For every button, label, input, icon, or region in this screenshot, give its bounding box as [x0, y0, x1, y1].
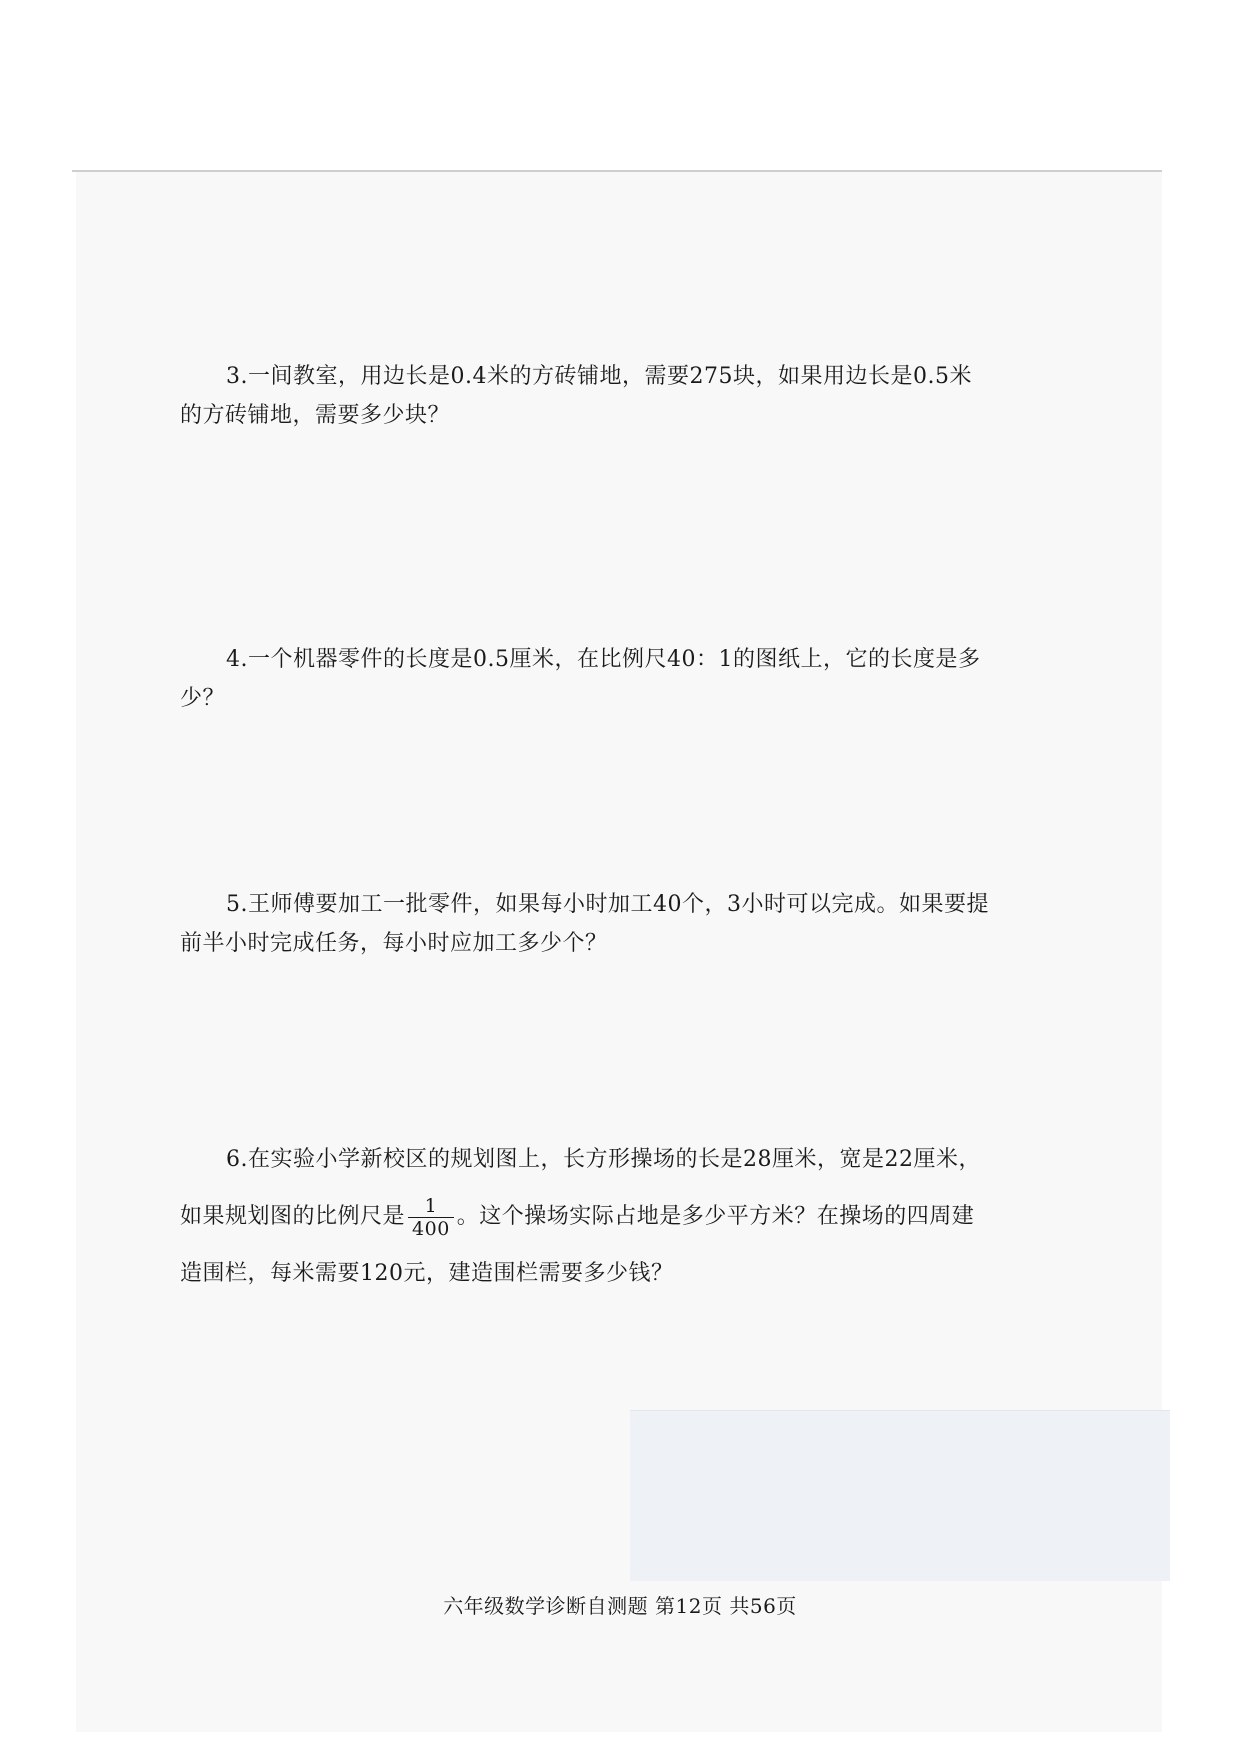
- problem-6-text-after: 。这个操场实际占地是多少平方米？在操场的四周建造围栏，每米需要120元，建造围栏需要多少钱？: [180, 1204, 975, 1286]
- problem-5: 5.王师傅要加工一批零件，如果每小时加工40个，3小时可以完成。如果要提前半小时完成任务，每小时应加工多少个？: [180, 892, 989, 956]
- page-footer: 六年级数学诊断自测题 第12页 共56页: [443, 1594, 797, 1618]
- problem-6: [180, 1131, 990, 1302]
- fraction-denominator: 400: [412, 1217, 450, 1240]
- problem-6-text-before: 6.在实验小学新校区的规划图上，长方形操场的长是28厘米，宽是22厘米，如果规划图的比例尺是: [180, 1147, 981, 1229]
- scale-fraction: [408, 1195, 454, 1240]
- tape-patch: [630, 1410, 1170, 1581]
- problem-3: 3.一间教室，用边长是0.4米的方砖铺地，需要275块，如果用边长是0.5米的方砖铺地，需要多少块？: [180, 364, 972, 428]
- problem-4: 4.一个机器零件的长度是0.5厘米，在比例尺40：1的图纸上，它的长度是多少？: [180, 647, 981, 711]
- fraction-numerator: 1: [408, 1195, 454, 1218]
